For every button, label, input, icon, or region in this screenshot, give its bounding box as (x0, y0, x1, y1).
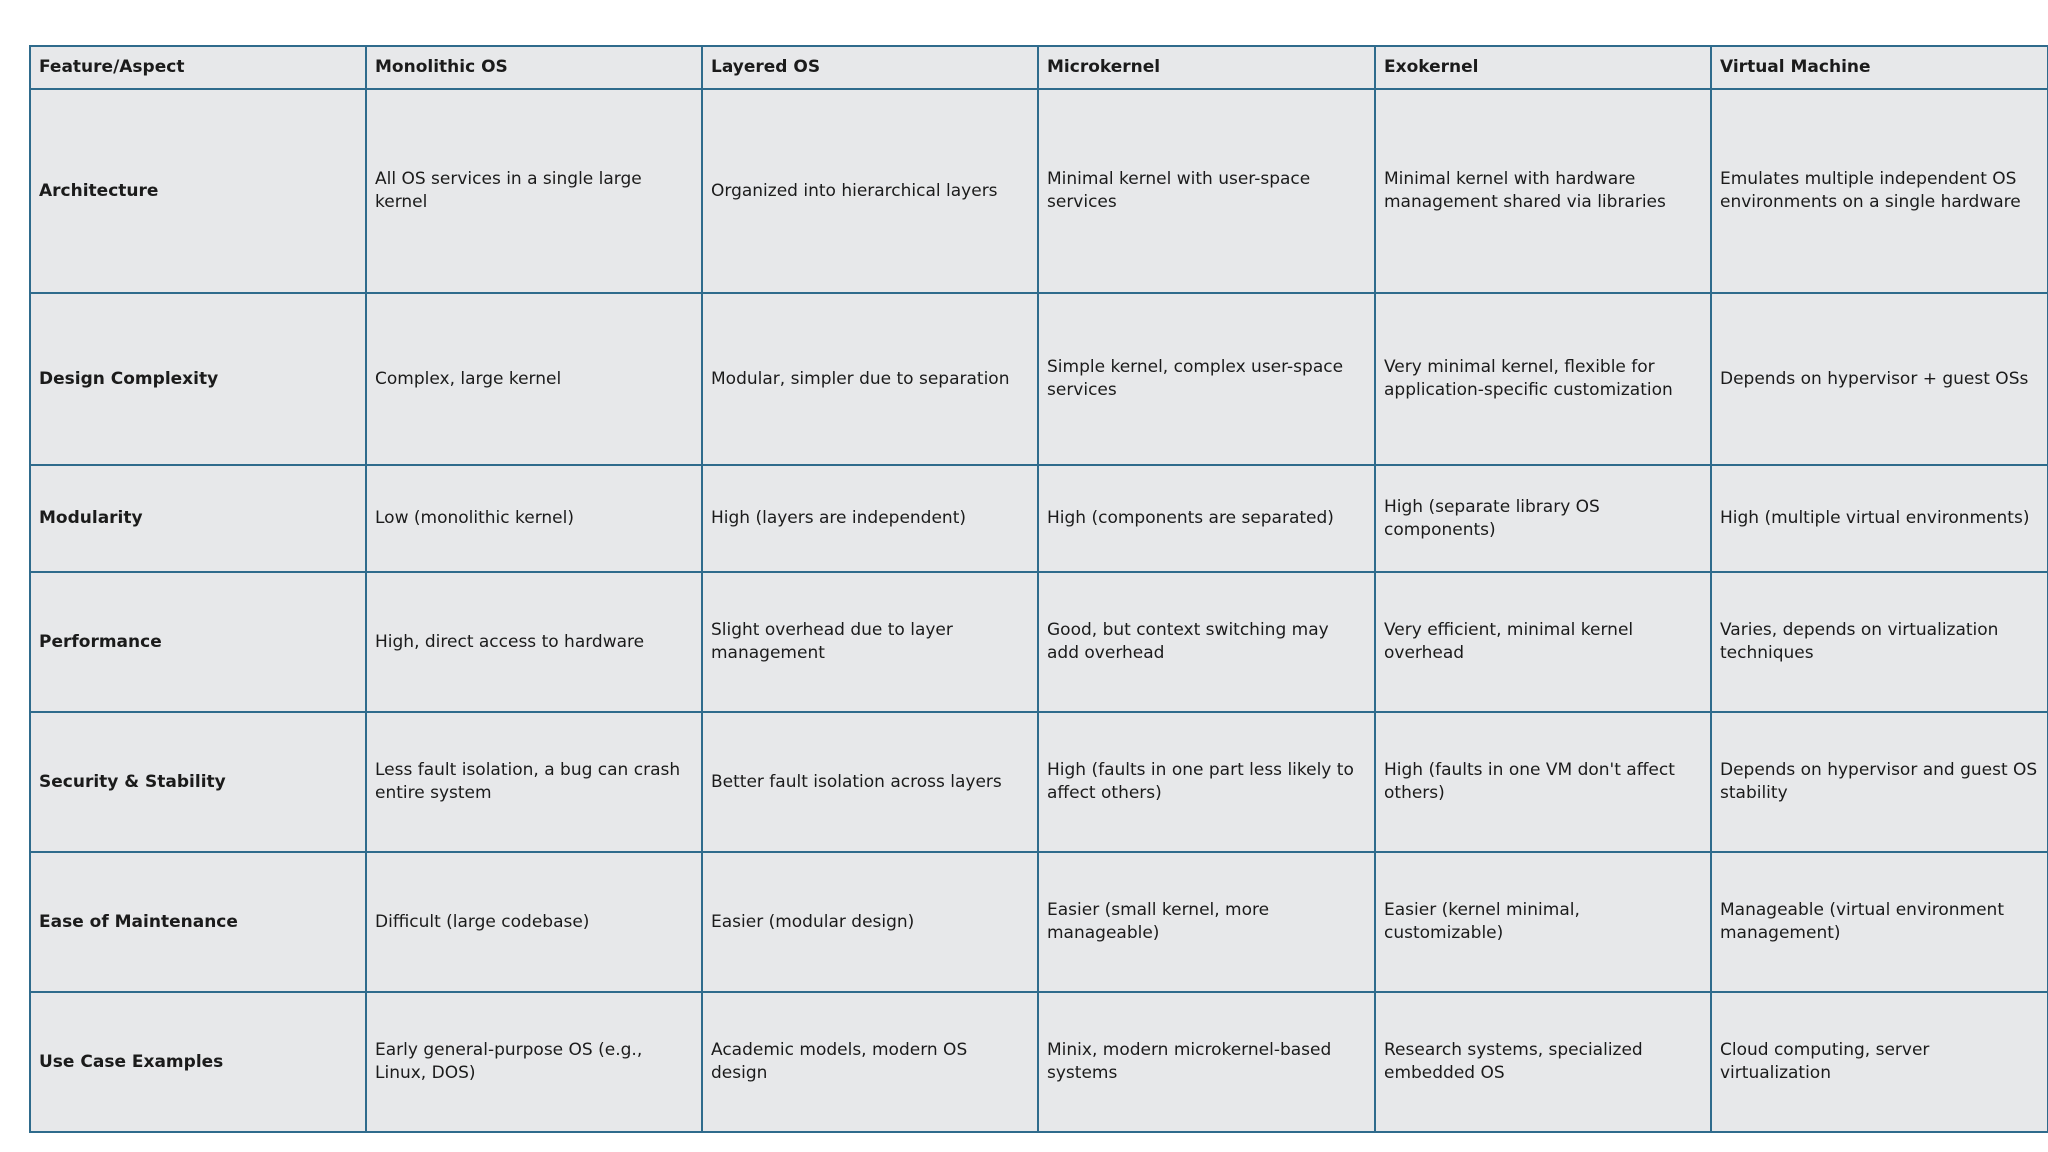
table-cell: Manageable (virtual environment management) (1711, 852, 2048, 992)
table-cell: Modular, simpler due to separation (702, 293, 1038, 465)
table-cell: Less fault isolation, a bug can crash entire system (366, 712, 702, 852)
table-cell: Easier (kernel minimal, customizable) (1375, 852, 1711, 992)
os-comparison-table (29, 45, 2048, 1133)
table-cell: Easier (modular design) (702, 852, 1038, 992)
table-cell: High (faults in one part less likely to affect others) (1038, 712, 1375, 852)
header-virtual-machine: Virtual Machine (1711, 46, 2048, 89)
table-row (30, 852, 2048, 992)
table-cell: Minimal kernel with hardware management shared via libraries (1375, 89, 1711, 293)
header-layered-os: Layered OS (702, 46, 1038, 89)
table-cell: Better fault isolation across layers (702, 712, 1038, 852)
table-cell: Simple kernel, complex user-space services (1038, 293, 1375, 465)
table-cell: Academic models, modern OS design (702, 992, 1038, 1132)
header-monolithic-os: Monolithic OS (366, 46, 702, 89)
table-cell: High (components are separated) (1038, 465, 1375, 572)
row-label-design-complexity: Design Complexity (30, 293, 366, 465)
table-cell: All OS services in a single large kernel (366, 89, 702, 293)
table-cell: Very efficient, minimal kernel overhead (1375, 572, 1711, 712)
header-feature-aspect: Feature/Aspect (30, 46, 366, 89)
table-cell: Easier (small kernel, more manageable) (1038, 852, 1375, 992)
table-cell: Good, but context switching may add overhead (1038, 572, 1375, 712)
table-row (30, 465, 2048, 572)
table-cell: High (faults in one VM don't affect others) (1375, 712, 1711, 852)
header-row (30, 46, 2048, 89)
table-cell: Depends on hypervisor and guest OS stability (1711, 712, 2048, 852)
header-microkernel: Microkernel (1038, 46, 1375, 89)
table-cell: Slight overhead due to layer management (702, 572, 1038, 712)
table-cell: Cloud computing, server virtualization (1711, 992, 2048, 1132)
row-label-ease-of-maintenance: Ease of Maintenance (30, 852, 366, 992)
row-label-use-case-examples: Use Case Examples (30, 992, 366, 1132)
table-cell: Emulates multiple independent OS environments on a single hardware (1711, 89, 2048, 293)
row-label-performance: Performance (30, 572, 366, 712)
table-cell: Very minimal kernel, flexible for application-specific customization (1375, 293, 1711, 465)
row-label-security-stability: Security & Stability (30, 712, 366, 852)
table-cell: Complex, large kernel (366, 293, 702, 465)
table-cell: Low (monolithic kernel) (366, 465, 702, 572)
row-label-architecture: Architecture (30, 89, 366, 293)
table-row (30, 712, 2048, 852)
table-cell: Difficult (large codebase) (366, 852, 702, 992)
table-cell: Research systems, specialized embedded OS (1375, 992, 1711, 1132)
table-cell: Minimal kernel with user-space services (1038, 89, 1375, 293)
header-exokernel: Exokernel (1375, 46, 1711, 89)
table-cell: High (layers are independent) (702, 465, 1038, 572)
table-cell: High, direct access to hardware (366, 572, 702, 712)
table-cell: Minix, modern microkernel-based systems (1038, 992, 1375, 1132)
table-cell: Depends on hypervisor + guest OSs (1711, 293, 2048, 465)
table-cell: Varies, depends on virtualization techniques (1711, 572, 2048, 712)
table-cell: Early general-purpose OS (e.g., Linux, DOS) (366, 992, 702, 1132)
table-cell: High (separate library OS components) (1375, 465, 1711, 572)
table-cell: Organized into hierarchical layers (702, 89, 1038, 293)
table-row (30, 572, 2048, 712)
table-row (30, 293, 2048, 465)
row-label-modularity: Modularity (30, 465, 366, 572)
table-row (30, 89, 2048, 293)
table-cell: High (multiple virtual environments) (1711, 465, 2048, 572)
table-row (30, 992, 2048, 1132)
